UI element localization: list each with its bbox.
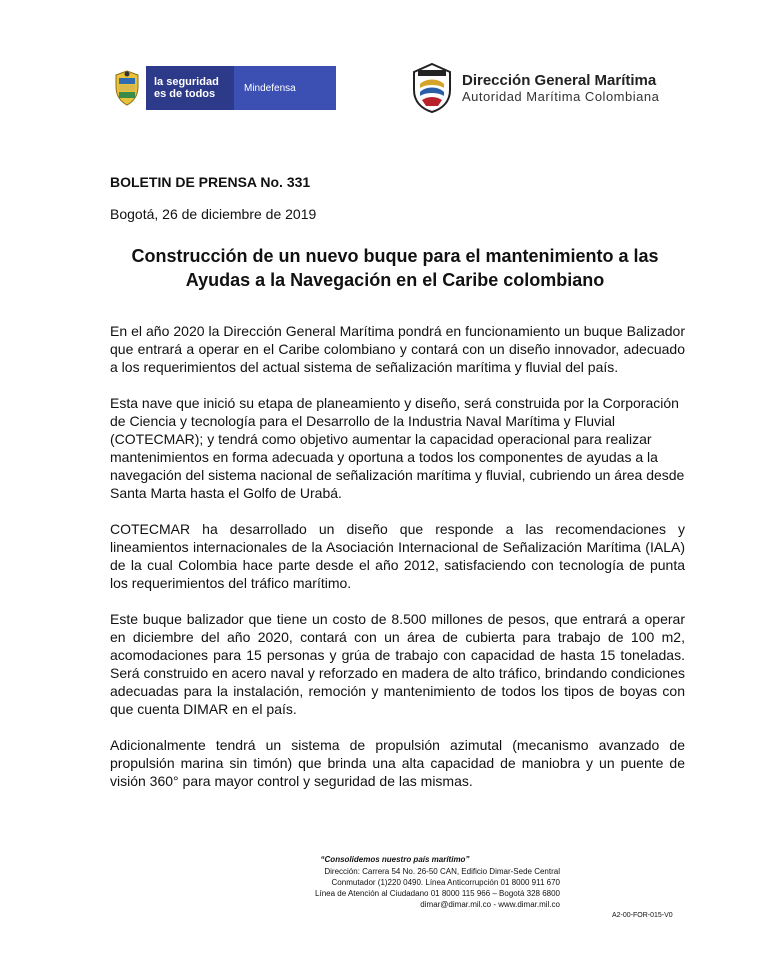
dimar-logo — [410, 62, 680, 114]
dimar-emblem-icon — [410, 62, 454, 114]
gov-slogan — [146, 66, 234, 110]
footer-address: Dirección: Carrera 54 No. 26-50 CAN, Edificio Dimar-Sede Central — [324, 867, 560, 876]
paragraph-1: En el año 2020 la Dirección General Marítima pondrá en funcionamiento un buque Balizador que entrará a operar en el Caribe colombiano y contará con un diseño innovador, adecuado a los requerimientos del actual sistema de señalización marítima y fluvial del país. — [110, 323, 685, 375]
paragraph-4: Este buque balizador que tiene un costo de 8.500 millones de pesos, que entrará a operar en diciembre del año 2020, contará con un área de cubierta para trabajo de 100 m2, acomodaciones para 15 personas y grúa de trabajo con capacidad de hasta 15 toneladas. Será construido en acero naval y reforzado en madera de alto tráfico, brindando condiciones adecuadas para la instalación, remoción y mantenimiento de todos los tipos de boyas con que cuenta DIMAR en el país. — [110, 611, 685, 717]
government-logo — [108, 66, 336, 110]
article-body — [110, 322, 685, 808]
dimar-title: Dirección General Marítima — [462, 72, 657, 89]
headline-line1: Construcción de un nuevo buque para el mantenimiento a las — [131, 246, 659, 266]
paragraph-3: COTECMAR ha desarrollado un diseño que responde a las recomendaciones y lineamientos internacionales de la Asociación Internacional de Señalización Marítima (IALA) de la cual Colombia hace parte desde el año 2012, satisfaciendo con tecnología de punta los requerimientos del tráfico marítimo. — [110, 521, 685, 591]
colombia-coat-of-arms-icon — [108, 66, 146, 110]
headline-line2: Ayudas a la Navegación en el Caribe colombiano — [185, 270, 605, 290]
form-code: A2-00-FOR-015-V0 — [612, 912, 673, 919]
footer-slogan: “Consolidemos nuestro país marítimo” — [320, 855, 470, 864]
paragraph-2: Esta nave que inició su etapa de planeamiento y diseño, será construida por la Corporación de Ciencia y tecnología para el Desarrollo de la Industria Naval Marítima y Fluvial (COTECMAR); y tendrá como objetivo aumentar la capacidad operacional para realizar mantenimientos en forma adecuada y oportuna a todos los componentes de ayudas a la navegación del sistema nacional de señalización marítima y fluvial, cubriendo un área desde Santa Marta hasta el Golfo de Urabá. — [110, 395, 685, 501]
footer — [230, 854, 560, 910]
paragraph-5: Adicionalmente tendrá un sistema de propulsión azimutal (mecanismo avanzado de propulsión marina sin timón) que brinda una alta capacidad de maniobra y un puente de visión 360° para mayor control y seguridad de las mismas. — [110, 737, 685, 789]
gov-slogan-line2: es de todos — [154, 88, 216, 100]
footer-contact: dimar@dimar.mil.co - www.dimar.mil.co — [420, 900, 560, 909]
dimar-subtitle: Autoridad Marítima Colombiana — [462, 89, 660, 104]
headline — [100, 244, 690, 292]
bulletin-date: Bogotá, 26 de diciembre de 2019 — [110, 206, 317, 222]
footer-phone: Conmutador (1)220 0490. Línea Anticorrupción 01 8000 911 670 — [331, 878, 560, 887]
gov-slogan-line1: la seguridad — [154, 76, 219, 88]
bulletin-number: BOLETIN DE PRENSA No. 331 — [110, 174, 311, 190]
ministry-label: Mindefensa — [234, 66, 336, 110]
footer-citizen-line: Línea de Atención al Ciudadano 01 8000 115 966 – Bogotá 328 6800 — [315, 889, 560, 898]
